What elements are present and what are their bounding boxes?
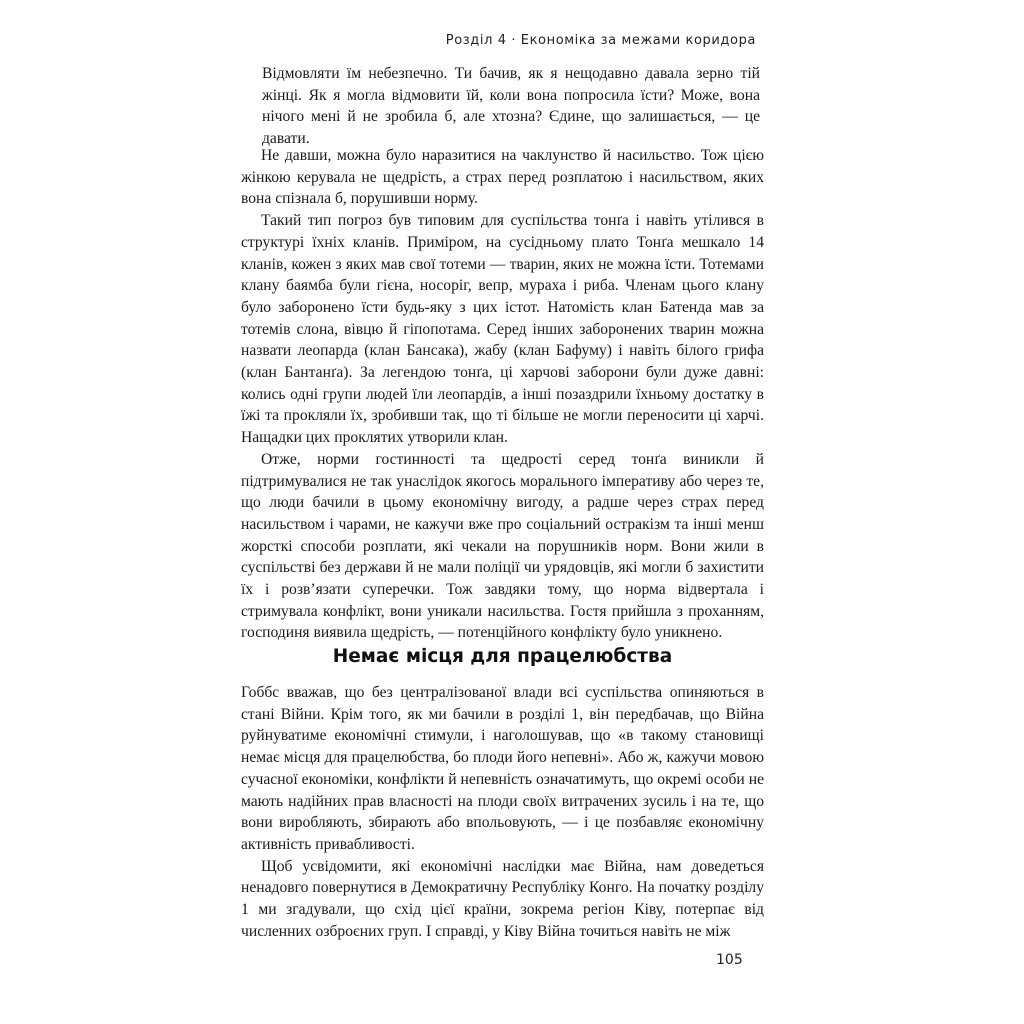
quote-paragraph: Відмовляти їм небезпечно. Ти бачив, як я нещодавно давала зерно тій жінці. Як я могла відмовити їй, коли вона попросила їсти? Може, вона нічого мені й не зробила б, але хтозна? Єдине, що залишається, — це давати. [262, 65, 760, 148]
block-quote [262, 63, 760, 150]
paragraph: Не давши, можна було наразитися на чаклунство й насильство. Тож цією жінкою керувала не щедрість, а страх перед розплатою і насильством, яких вона спізнала б, порушивши норму. [241, 147, 764, 208]
body-text-before-heading [241, 145, 764, 644]
paragraph: Гоббс вважав, що без централізованої влади всі суспільства опиняються в стані Війни. Крім того, як ми бачили в розділі 1, він передбачав, що Війна руйнуватиме економічні стимули, і наголошував, що «в такому становищі немає місця для працелюбства, бо плоди його непевні». Або ж, кажучи мовою сучасної економіки, конфлікти й непевність означатимуть, що окремі особи не мають надійних прав власності на плоди своїх витрачених зусиль і на те, що вони виробляють, збирають або впольовують, — і це позбавляє економічну активність привабливості. [241, 684, 764, 853]
paragraph: Такий тип погроз був типовим для суспільства тонґа і навіть утілився в структурі їхніх кланів. Приміром, на сусідньому плато Тонґа мешкало 14 кланів, кожен з яких мав свої тотеми — тварин, яких не можна їсти. Тотемами клану баямба були гієна, носоріг, вепр, мураха і риба. Членам цього клану було заборонено їсти будь-яку з цих істот. Натомість клан Батенда мав за тотемів слона, вівцю й гіпопотама. Серед інших заборонених тварин можна назвати леопарда (клан Бансака), жабу (клан Бафуму) і навіть білого грифа (клан Бантанґа). За легендою тонґа, ці харчові заборони були дуже давні: колись одні групи людей їли леопардів, а інші позаздрили їхньому достатку в їжі та прокляли їх, зробивши так, що ті більше не могли переносити ці харчі. Нащадки цих проклятих утворили клан. [241, 212, 764, 447]
paragraph: Щоб усвідомити, які економічні наслідки має Війна, нам доведеться ненадовго повернутися в Демократичну Республіку Конго. На початку розділу 1 ми згадували, що схід цієї країни, зокрема регіон Ківу, потерпає від численних озброєних груп. І справді, у Ківу Війна точиться навіть не між [241, 857, 764, 940]
running-head: Розділ 4 · Економіка за межами коридора [445, 33, 756, 48]
section-heading: Немає місця для працелюбства [332, 646, 673, 667]
body-text-after-heading [241, 682, 764, 942]
page-number: 105 [716, 952, 743, 968]
paragraph: Отже, норми гостинності та щедрості серед тонґа виникли й підтримувалися не так унаслідок якогось морального імперативу або через те, що люди бачили в цьому економічну вигоду, а радше через страх перед насильством і чарами, не кажучи вже про соціальний остракізм та інші менш жорсткі способи розплати, які чекали на порушників норм. Вони жили в суспільстві без держави й не мали поліції чи урядовців, які могли б захистити їх і розв’язати суперечки. Тож завдяки тому, що норма відвертала і стримувала конфлікт, вони уникали насильства. Гостя прийшла з проханням, господиня виявила щедрість, — потенційного конфлікту було уникнено. [241, 450, 764, 642]
